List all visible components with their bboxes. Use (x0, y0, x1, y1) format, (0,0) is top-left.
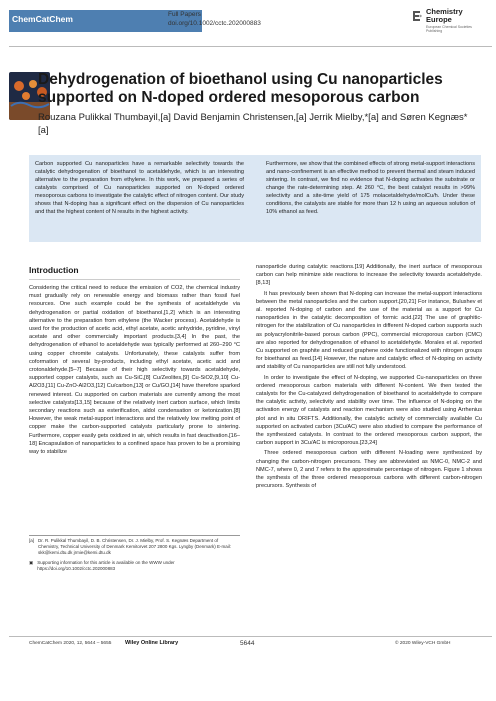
footnote-divider (29, 535, 240, 536)
abstract-box (29, 155, 481, 242)
footer-citation: ChemCatChem 2020, 12, 5644 – 5655 (29, 641, 112, 646)
chemistry-europe-logo (412, 8, 492, 36)
logo-subtitle: European Chemical Societies Publishing (426, 25, 472, 33)
section-rule (29, 279, 240, 280)
supporting-info-text[interactable]: Supporting information for this article is available on the WWW under https://doi.org/10.1002/cctc.202000883 (37, 559, 175, 571)
logo-mark-icon (412, 10, 422, 22)
article-type: Full Papers (168, 11, 201, 18)
footer-divider (9, 636, 492, 637)
author-list: Rouzana Pulikkal Thumbayil,[a] David Benjamin Christensen,[a] Jerrik Mielby,*[a] and Søren Kegnæs*[a] (38, 112, 468, 136)
footnote-affiliation: Dr. R. Pulikkal Thumbayil, D. B. Christensen, Dr. J. Mielby, Prof. S. Kegnæs Department of Chemistry, Technical University of Denmark Kemitorvet 207 2800 Kgs. Lyngby (Denmark) E-mail: skk@kemi.dtu.dk jrmie@kemi.dtu.dk (38, 538, 232, 556)
section-heading-introduction: Introduction (29, 265, 79, 275)
footer-publisher[interactable]: Wiley Online Library (125, 640, 179, 646)
header-divider (9, 46, 492, 47)
abstract-left: Carbon supported Cu nanoparticles have a remarkable selectivity towards the catalytic dehydrogenation of bioethanol to acetaldehyde, which is an interesting alternative to the preparation from ethylene. In this work, we prepared a series of catalysts comprised of Cu nanoparticles supported on N-doped ordered mesoporous carbons to investigate the catalytic effect of nitrogen content. Our study shows that N-doping has a significant effect on the dispersion of Cu nanoparticles and that the highest content of N results in the highest activity. (35, 161, 244, 215)
supporting-info-icon: ▣ (29, 559, 34, 565)
intro-paragraph: It has previously been shown that N-doping can increase the metal-support interactions between the metal nanoparticles and the carbon support.[20,21] For instance, Bulushev et al. reported N-doping of carbon and the use of the material as a support for Cu nanoparticles in the catalytic decomposition of formic acid.[22] The use of graphitic-nitrogen for the stabilization of Cu nanoparticles in different N-doped carbon supports such as polyacrylonitrile-based porous carbon (PPC), commercial microporous carbon (CMC) are also reported for dehydrogenation of ethanol to acetaldehyde. Morales et al. reported Cu supported on graphite and reduced graphene oxide functionalized with nitrogen groups for bioethanol as feed.[14] However, the nature and catalytic effect of N-doping on activity and stability of Cu nanoparticles are still not fully understood. (256, 290, 482, 371)
intro-paragraph: Three ordered mesoporous carbon with different N-loading were synthesized by changing the carbon-nitrogen precursors. They are abbreviated as NMC-0, NMC-2 and NMC-7, where 0, 2 and 7 refers to the approximate percentage of nitrogen. Figure 1 shows the synthesis of the three ordered mesoporous carbons with different carbon-nitrogen precursors. Synthesis of (256, 450, 482, 490)
journal-name: ChemCatChem (12, 14, 73, 24)
footnote-label: [a] (29, 538, 35, 543)
article-title: Dehydrogenation of bioethanol using Cu nanoparticles supported on N-doped ordered mesoporous carbon (38, 71, 443, 106)
intro-paragraph: In order to investigate the effect of N-doping, we supported Cu-nanoparticles on three ordered mesoporous carbon materials with different N-content. We then tested the catalysts for the Cu-catalyzed dehydrogenation of bioethanol to acetaldehyde to compare the catalytic activity, selectivity and stability over time. The influence of N-doping on the activation energy of catalysts and reaction mechanism were also studied using Arrhenius plot and in situ DRIFTS. Additionally, the catalytic activity of commercially available Cu supported on activated carbon (3Cu/AC) were also studied to compare the performance of the synthesized catalysts. In contrast to the ordered mesoporous carbon support, the carbon support in 3Cu/AC is microporous.[23,24] (256, 374, 482, 447)
intro-paragraph: Considering the critical need to reduce the emission of CO2, the chemical industry must gradually rely on renewable energy and biomass rather than fossil fuel resources. One such example could be the synthesis of acetaldehyde via dehydrogenation or partial oxidation of bioethanol,[1,2] which is an interesting alternative to the preparation from ethylene (the Wacker process). Acetaldehyde is used for the production of acetic acid, ethyl acetate, acetic anhydride, pyridine, vinyl acetate and other commercially important products.[3,4] In the past, the dehydrogenation of ethanol to acetaldehyde was typically performed at 260–290 °C using copper chromite catalysts. Unfortunately, these catalysts suffer from coformation of several by-products, including ethyl acetate, acetic acid and crotonaldehyde.[5–7] Because of their high selectivity towards acetaldehyde, supported copper catalysts, such as Cu-SiC,[8] Cu/Zeolites,[9] Cu-SiO2,[9,10] Cu-Al2O3,[11] Cu-ZnO-Al2O3,[12] Cu/carbon,[13] or Cu/GO,[14] have therefore sparked renewed interest. Cu supported on carbon materials are currently among the most selective catalysts[13,15] because of the relatively inert carbon surface, which limits secondary reactions such as esterification, aldol condensation or ketonization.[8] However, the weak metal-support interactions and the relatively low melting point of copper make the carbon-supported catalysts particularly prone to sintering. Furthermore, copper easily gets oxidized in air, which results in fast deactivation.[16–18] Encapsulation of nanoparticles to a confined space has proven to be a promising way to stabilize (29, 285, 240, 456)
footer-copyright: © 2020 Wiley-VCH GmbH (395, 641, 451, 646)
abstract-right: Furthermore, we show that the combined effects of strong metal-support interactions and nano-confinement is an effective method to prevent thermal and steam induced sintering. In contrast, we find no evidence that N-doping activates the substrate or change the rate-determining step. At 260 °C, the best catalyst results in >99% selectivity and a site-time yield of 175 molacetaldehyde/molCu/h. Under these conditions, the catalysts are stable for more than 12 h using an aqueous solution of 10% ethanol as feed. (266, 161, 475, 215)
intro-paragraph: nanoparticle during catalytic reactions.[19] Additionally, the inert surface of mesoporous carbon can help minimize side reactions to increase the selectivity towards acetaldehyde.[8,13] (256, 264, 482, 287)
affiliation-footnote (29, 538, 240, 572)
body-column-left (29, 284, 240, 458)
body-column-right (256, 263, 482, 492)
article-meta (168, 10, 261, 28)
logo-line1: Chemistry (426, 7, 463, 16)
logo-line2: Europe (426, 15, 452, 24)
doi-link[interactable]: doi.org/10.1002/cctc.202000883 (168, 20, 261, 27)
page-number: 5644 (240, 640, 255, 647)
